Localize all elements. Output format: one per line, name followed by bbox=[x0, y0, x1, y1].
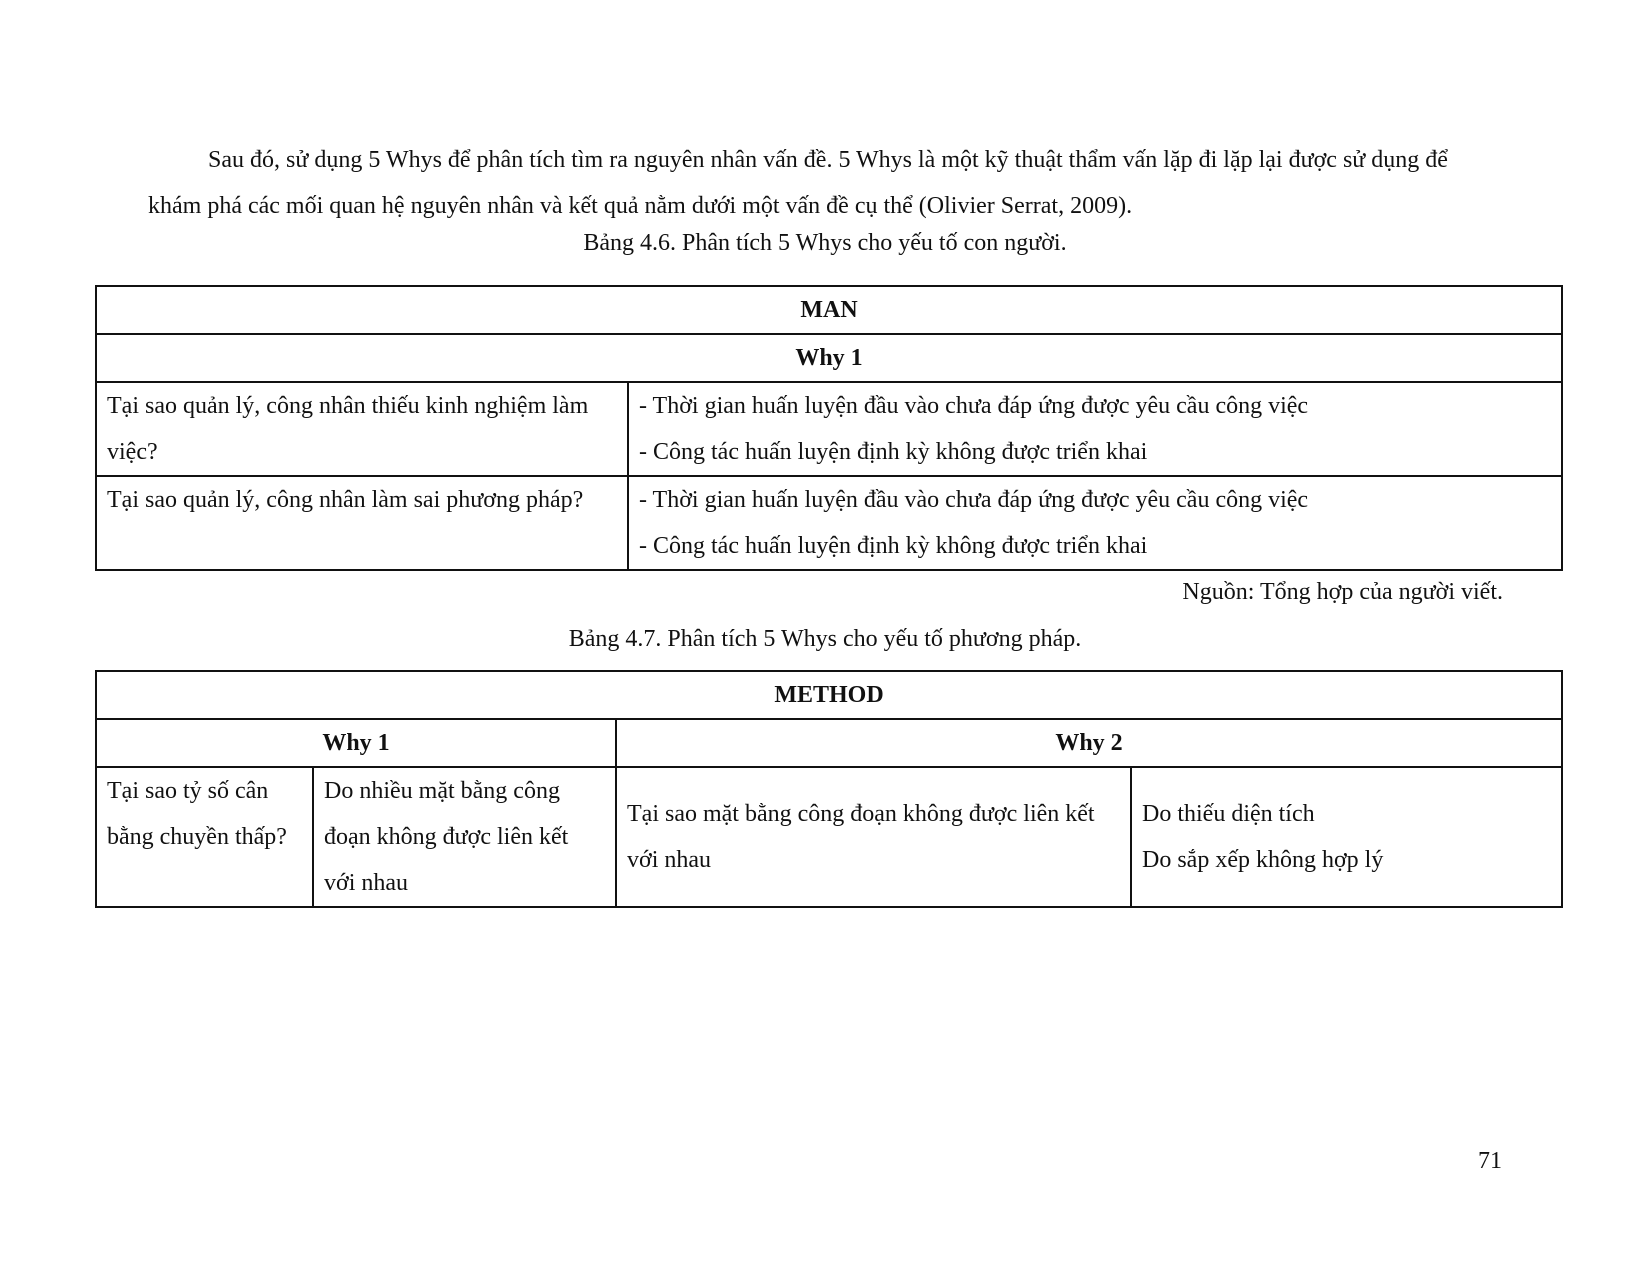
table1-source: Nguồn: Tổng hợp của người viết. bbox=[1182, 579, 1503, 605]
table1-caption: Bảng 4.6. Phân tích 5 Whys cho yếu tố con người. bbox=[583, 230, 1067, 256]
why1-answer-cell: Do nhiều mặt bằng công đoạn không được liên kết với nhau bbox=[313, 767, 616, 907]
answer-line: - Thời gian huấn luyện đầu vào chưa đáp ứng được yêu cầu công việc bbox=[639, 487, 1309, 513]
answer-line: - Thời gian huấn luyện đầu vào chưa đáp ứng được yêu cầu công việc bbox=[639, 393, 1309, 419]
table-row bbox=[96, 767, 1562, 907]
table2-caption: Bảng 4.7. Phân tích 5 Whys cho yếu tố phương pháp. bbox=[568, 626, 1082, 652]
table-method bbox=[95, 670, 1563, 908]
answer-line: - Công tác huấn luyện định kỳ không được triển khai bbox=[639, 533, 1148, 559]
answer-cell bbox=[628, 382, 1562, 476]
table-man-header: MAN bbox=[96, 286, 1562, 334]
why2-answer-cell bbox=[1131, 767, 1562, 907]
table-method-why1: Why 1 bbox=[96, 719, 616, 767]
answer-line: Do thiếu diện tích bbox=[1142, 801, 1315, 827]
table-method-why2: Why 2 bbox=[616, 719, 1562, 767]
answer-line: - Công tác huấn luyện định kỳ không được triển khai bbox=[639, 439, 1148, 465]
table-man-why1: Why 1 bbox=[96, 334, 1562, 382]
intro-paragraph bbox=[148, 137, 1503, 229]
answer-line: Do sắp xếp không hợp lý bbox=[1142, 847, 1384, 873]
why2-question-cell: Tại sao mặt bằng công đoạn không được liên kết với nhau bbox=[616, 767, 1131, 907]
intro-text: Sau đó, sử dụng 5 Whys để phân tích tìm ra nguyên nhân vấn đề. 5 Whys là một kỹ thuật thẩm vấn lặp đi lặp lại được sử dụng để khám phá các mối quan hệ nguyên nhân và kết quả nằm dưới một vấn đề cụ thể (Olivier Serrat, 2009). bbox=[148, 147, 1448, 219]
table-method-header: METHOD bbox=[96, 671, 1562, 719]
why1-question-cell: Tại sao tỷ số cân bằng chuyền thấp? bbox=[96, 767, 313, 907]
answer-cell bbox=[628, 476, 1562, 570]
question-cell: Tại sao quản lý, công nhân làm sai phương pháp? bbox=[96, 476, 628, 570]
page-number: 71 bbox=[1478, 1148, 1502, 1174]
question-cell: Tại sao quản lý, công nhân thiếu kinh nghiệm làm việc? bbox=[96, 382, 628, 476]
table-man bbox=[95, 285, 1563, 571]
table-row bbox=[96, 476, 1562, 570]
table-row bbox=[96, 382, 1562, 476]
